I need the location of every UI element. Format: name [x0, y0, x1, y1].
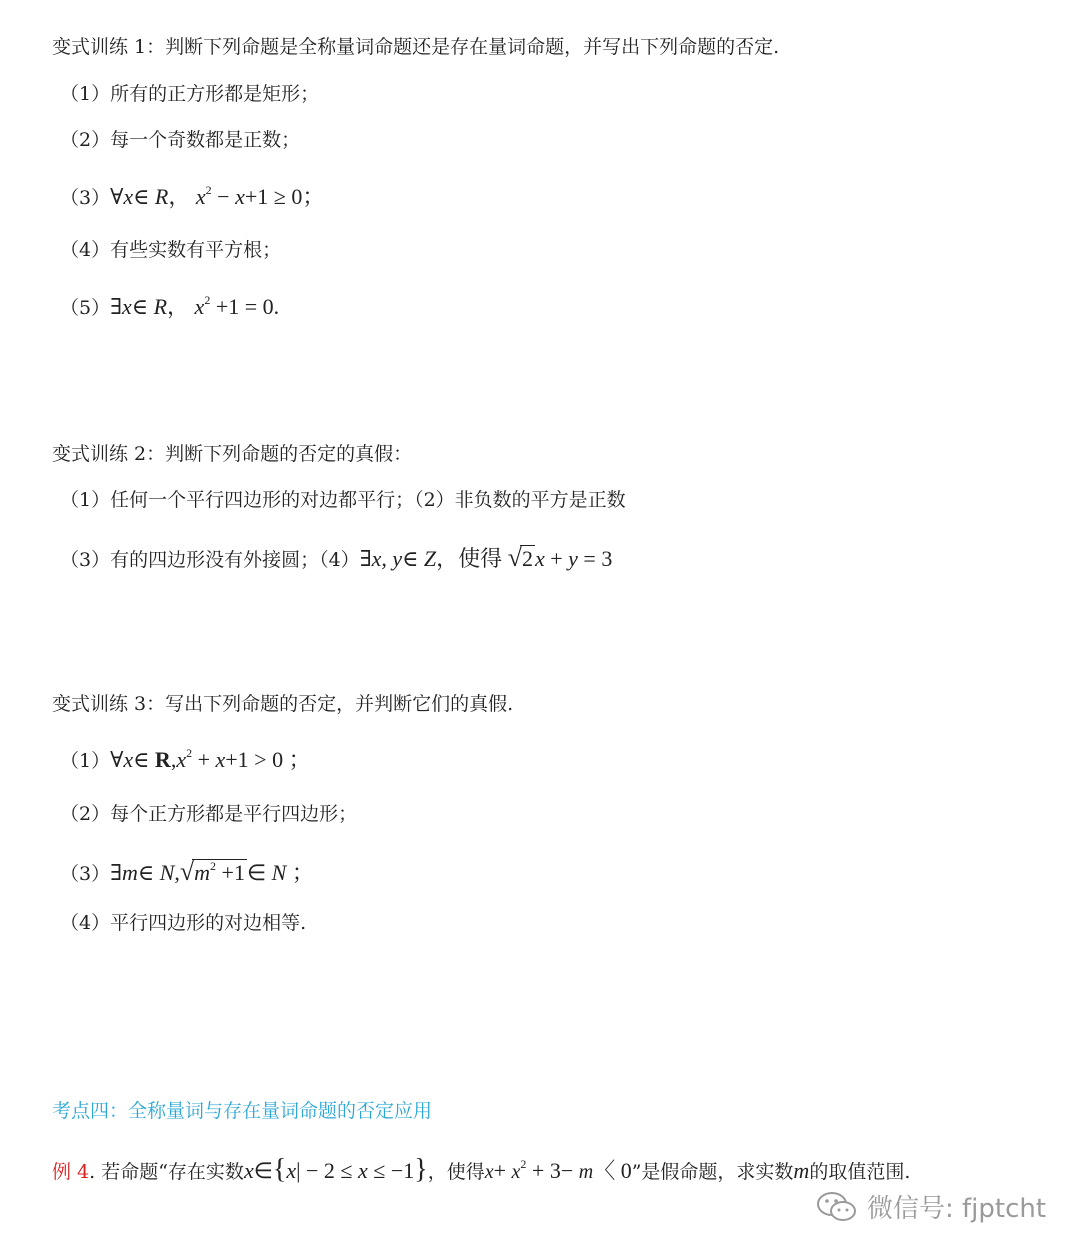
math-expression: ∃x∈ R， $x^2 +1 = 0$.: [110, 293, 280, 319]
exercise2-line-1: （1）任何一个平行四边形的对边都平行；（2）非负数的平方是正数: [60, 489, 626, 511]
item-number: （3）: [60, 187, 111, 209]
exercise1-item-4: （4）有些实数有平方根；: [60, 239, 282, 261]
exercise1-item-1: （1）所有的正方形都是矩形；: [60, 83, 320, 105]
example-text-d: 的取值范围.: [809, 1161, 911, 1183]
item-number: （5）: [60, 297, 111, 319]
exercise1-item-5: [60, 293, 280, 319]
math-expression: ∀x∈ $R,x^2 + x+1 > 0$ ；: [110, 746, 311, 772]
watermark: [815, 1188, 1046, 1225]
watermark-text: 微信号: fjptcht: [867, 1194, 1047, 1224]
example-4: [52, 1156, 910, 1184]
exercise2-title: 变式训练 2：判断下列命题的否定的真假：: [52, 443, 413, 465]
exercise3-item-4: （4）平行四边形的对边相等.: [60, 912, 307, 934]
line-prefix: （3）有的四边形没有外接圆；（4）: [60, 549, 360, 571]
item-number: （1）: [60, 750, 111, 772]
exercise2-line-2: [60, 545, 612, 571]
math-expression: ∃x, y∈ Z，使得 √2x + y = 3: [359, 543, 613, 572]
exercise1-item-2: （2）每一个奇数都是正数；: [60, 129, 301, 151]
exercise3-item-3: [60, 859, 314, 885]
exercise1-item-3: [60, 183, 325, 209]
example-label: 例 4: [52, 1161, 90, 1183]
example-variable: m: [793, 1158, 810, 1183]
section-heading: 考点四：全称量词与存在量词命题的否定应用: [52, 1100, 433, 1122]
exercise3-title: 变式训练 3：写出下列命题的否定，并判断它们的真假.: [52, 693, 514, 715]
wechat-icon: [815, 1190, 859, 1224]
example-text-b: ，使得: [427, 1161, 485, 1183]
math-expression: ∃m∈ $N,√m^2$ +1∈ N ；: [110, 857, 314, 886]
exercise3-item-2: （2）每个正方形都是平行四边形；: [60, 803, 358, 825]
example-text-a: . 若命题“存在实数: [89, 1161, 244, 1183]
item-number: （3）: [60, 863, 111, 885]
example-text-c: ”是假命题，求实数: [631, 1161, 794, 1183]
exercise1-title: 变式训练 1：判断下列命题是全称量词命题还是存在量词命题，并写出下列命题的否定.: [52, 36, 780, 58]
math-expression: ∀x∈ R， $x^2 - x+1 \ge 0$；: [110, 183, 325, 209]
math-set: x∈{x| − 2 ≤ x ≤ −1}: [243, 1154, 428, 1185]
exercise3-item-1: [60, 746, 311, 772]
math-inequality: $x+ x^2 + 3- m$〈 0: [484, 1157, 632, 1183]
